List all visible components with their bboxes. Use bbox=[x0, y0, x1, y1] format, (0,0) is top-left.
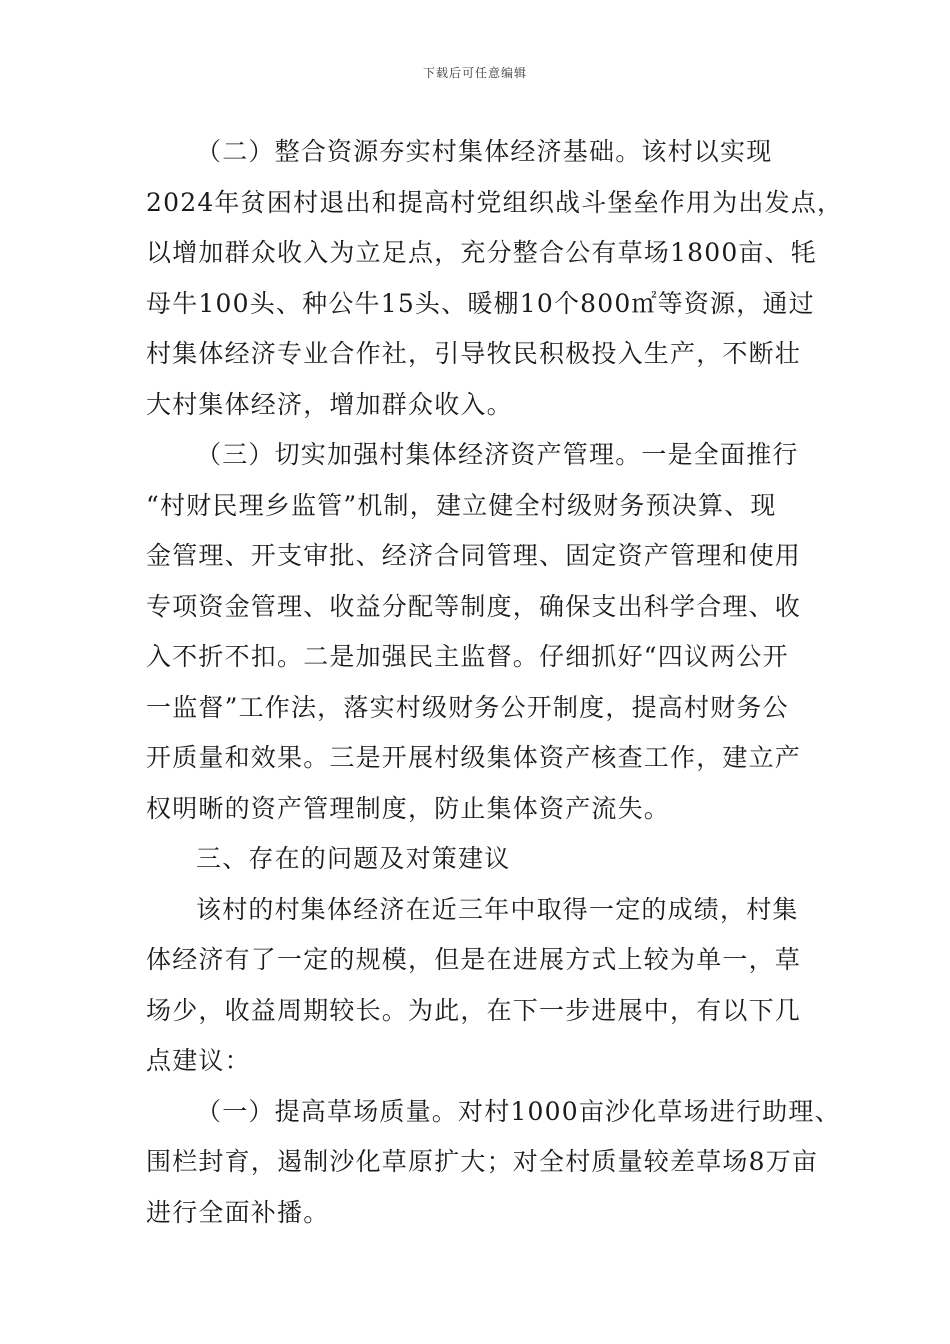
text-line: 权明晰的资产管理制度，防止集体资产流失。 bbox=[146, 793, 671, 823]
page-header-note: 下载后可任意编辑 bbox=[422, 66, 527, 80]
text-line: 围栏封育，遏制沙化草原扩大；对全村质量较差草场8万亩 bbox=[146, 1147, 819, 1176]
text-line: 体经济有了一定的规模，但是在进展方式上较为单一，草 bbox=[146, 945, 802, 974]
text-line: 进行全面补播。 bbox=[146, 1197, 330, 1227]
text-line: 一监督”工作法，落实村级财务公开制度，提高村财务公 bbox=[146, 692, 789, 722]
text-line: 2024年贫困村退出和提高村党组织战斗堡垒作用为出发点， bbox=[146, 187, 844, 217]
document-body bbox=[146, 127, 844, 1238]
text-line: 村集体经济专业合作社，引导牧民积极投入生产，不断壮 bbox=[146, 339, 802, 368]
text-line: 开质量和效果。三是开展村级集体资产核查工作，建立产 bbox=[146, 743, 802, 772]
text-line: 母牛100头、种公牛15头、暖棚10个800㎡等资源，通过 bbox=[146, 288, 815, 318]
text-line: （三）切实加强村集体经济资产管理。一是全面推行 bbox=[196, 440, 799, 469]
text-line: 专项资金管理、收益分配等制度，确保支出科学合理、收 bbox=[146, 591, 802, 621]
text-line: 大村集体经济，增加群众收入。 bbox=[146, 389, 513, 419]
text-line: 入不折不扣。二是加强民主监督。仔细抓好“四议两公开 bbox=[146, 642, 789, 671]
text-line: 该村的村集体经济在近三年中取得一定的成绩，村集 bbox=[196, 894, 799, 924]
text-line: “村财民理乡监管”机制，建立健全村级财务预决算、现 bbox=[146, 490, 777, 520]
text-line: 三、存在的问题及对策建议 bbox=[196, 844, 511, 873]
text-line: 金管理、开支审批、经济合同管理、固定资产管理和使用 bbox=[146, 541, 802, 570]
text-line: （二）整合资源夯实村集体经济基础。该村以实现 bbox=[196, 137, 773, 166]
text-line: 点建议： bbox=[146, 1046, 251, 1075]
text-line: （一）提高草场质量。对村1000亩沙化草场进行助理、 bbox=[196, 1096, 841, 1126]
text-line: 场少，收益周期较长。为此，在下一步进展中，有以下几 bbox=[146, 995, 802, 1025]
text-line: 以增加群众收入为立足点，充分整合公有草场1800亩、牦 bbox=[146, 238, 818, 267]
